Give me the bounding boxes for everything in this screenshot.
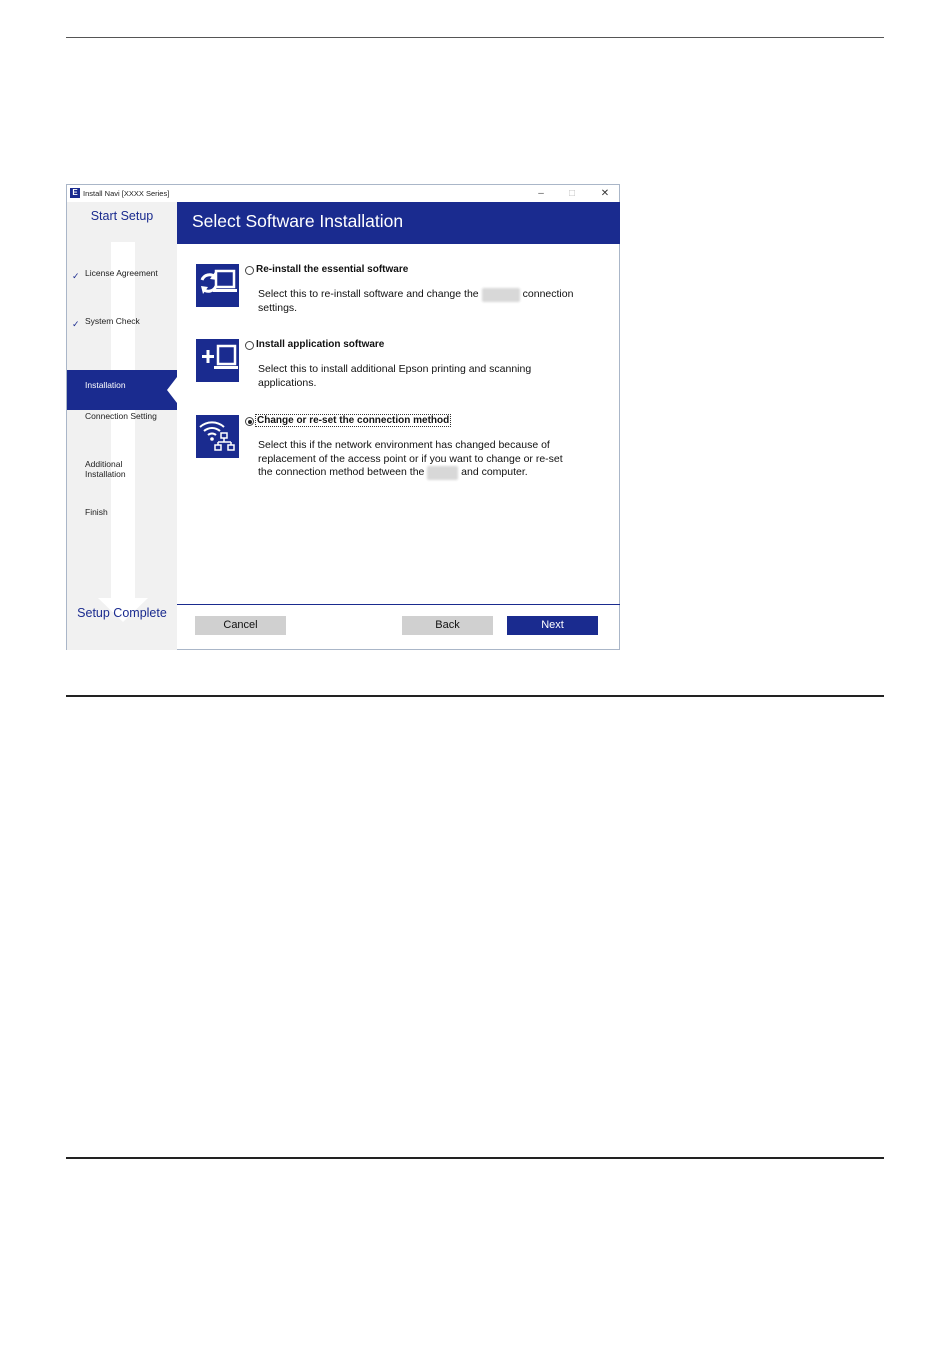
- add-application-icon: [196, 339, 239, 382]
- next-button[interactable]: Next: [507, 616, 598, 635]
- reinstall-icon: [196, 264, 239, 307]
- redacted-printer-name: [427, 466, 458, 480]
- back-button[interactable]: Back: [402, 616, 493, 635]
- close-icon[interactable]: ✕: [600, 188, 610, 199]
- check-icon: ✓: [72, 319, 80, 329]
- installer-window: [66, 184, 620, 650]
- reinstall-option-description: [258, 288, 578, 315]
- page-divider: [66, 1157, 884, 1159]
- epson-app-icon: E: [70, 188, 80, 198]
- maximize-icon[interactable]: □: [568, 188, 576, 199]
- step-finish: Finish: [85, 507, 108, 517]
- reinstall-radio[interactable]: [245, 266, 254, 275]
- progress-arrow-shaft: [111, 242, 135, 602]
- active-step-pointer: [167, 377, 177, 403]
- cancel-button[interactable]: Cancel: [195, 616, 286, 635]
- check-icon: ✓: [72, 271, 80, 281]
- reinstall-desc-text: Select this to re-install software and change the: [258, 288, 482, 300]
- page-title: Select Software Installation: [192, 211, 404, 231]
- step-system-check: System Check: [85, 316, 140, 326]
- step-license-agreement: License Agreement: [85, 268, 158, 278]
- reinstall-option-title[interactable]: Re-install the essential software: [256, 264, 409, 275]
- sidebar-heading: Start Setup: [90, 209, 154, 223]
- change-connection-option-description: [258, 439, 578, 480]
- window-title: Install Navi [XXXX Series]: [83, 189, 170, 198]
- step-installation-active: [67, 370, 177, 410]
- window-titlebar: [67, 185, 619, 202]
- minimize-icon[interactable]: –: [538, 188, 544, 199]
- page-top-rule: [66, 37, 884, 38]
- step-connection-setting: Connection Setting: [85, 411, 157, 421]
- page-divider: [66, 695, 884, 697]
- step-installation: Installation: [85, 380, 126, 390]
- setup-complete-label: Setup Complete: [77, 606, 167, 620]
- reinstall-desc-text-end: connection settings.: [258, 288, 574, 314]
- page-header: [177, 202, 620, 244]
- change-connection-desc-text-end: and computer.: [458, 466, 528, 478]
- change-connection-desc-text: Select this if the network environment has changed because of replacement of the access point or if you want to change or re-set the connection method between the: [258, 439, 563, 478]
- network-connection-icon: [196, 415, 239, 458]
- footer-divider: [177, 604, 620, 605]
- change-connection-radio[interactable]: [245, 417, 254, 426]
- redacted-printer-name: [482, 288, 520, 302]
- install-application-radio[interactable]: [245, 341, 254, 350]
- step-additional-installation: Additional Installation: [85, 459, 126, 479]
- change-connection-option-title[interactable]: Change or re-set the connection method: [257, 415, 450, 426]
- install-application-option-title[interactable]: Install application software: [256, 339, 385, 350]
- steps-sidebar: [67, 202, 177, 650]
- install-application-option-description: Select this to install additional Epson printing and scanning applications.: [258, 363, 532, 389]
